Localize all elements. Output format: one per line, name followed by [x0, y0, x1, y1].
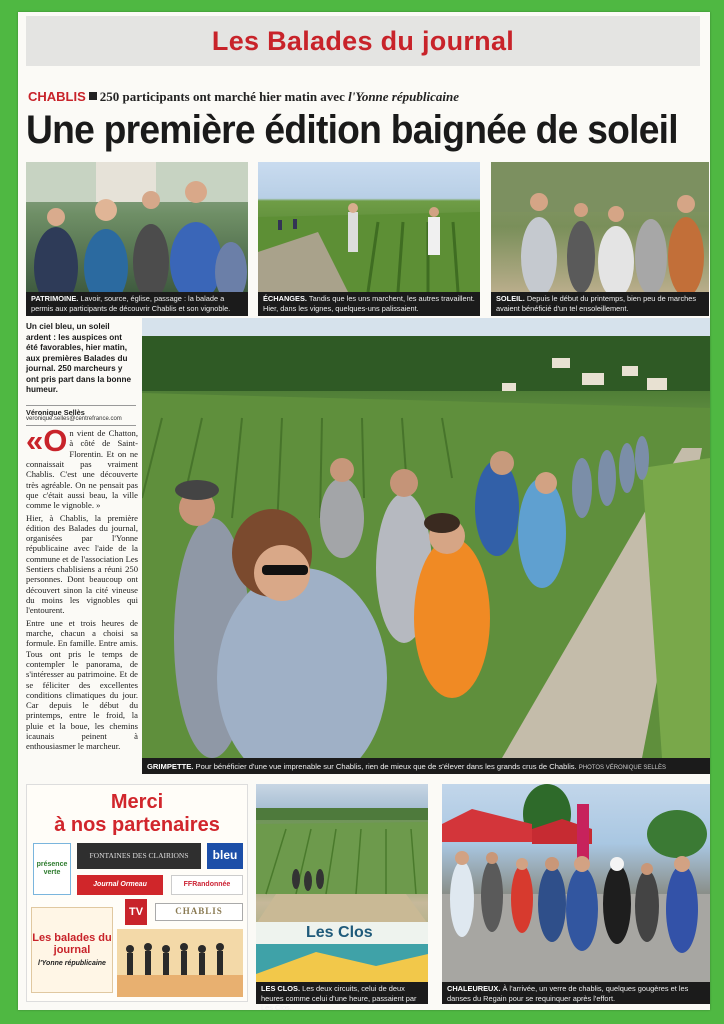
photo-les-clos — [256, 784, 428, 982]
caption-text: Les deux circuits, celui de deux heures comme celui d'une heure, passaient par Les Clos. — [261, 984, 417, 1013]
photo-grimpette-scene — [142, 318, 710, 758]
kicker — [28, 89, 459, 105]
article-paragraph: Hier, à Chablis, la première édition des Balades du journal, organisées par l'Yonne républicaine avec l'aide de la commune et de l'association Les Sentiers chablisiens a réuni 250 personnes. Dont beaucoup ont découvert sinon la cité vineuse du moins les vignobles qui l'entourent. — [26, 512, 138, 616]
partners-title-line1: Merci — [110, 791, 164, 813]
caption-patrimoine — [26, 292, 248, 316]
photo-echanges-scene — [258, 162, 480, 292]
photo-credit: PHOTOS VÉRONIQUE SELLÈS — [578, 765, 667, 771]
article-paragraph: Entre une et trois heures de marche, chacun a choisi sa formule. En famille. Entre amis. Tous ont pris le temps de contempler le panorama, de s'intéresser au patrimoine. Et de se féliciter des excellentes conditions climatiques du jour. Car depuis le début du printemps, entre le froid, la pluie et la boue, les chemins icaunais peinent à enthousiasmer le marcheur. — [26, 617, 138, 752]
photo-patrimoine-scene — [26, 162, 248, 292]
photo-soleil — [491, 162, 709, 292]
caption-label: ÉCHANGES. — [263, 294, 307, 303]
logo-presence-verte: présence verte — [33, 843, 71, 895]
partners-title-line2: à nos partenaires — [54, 814, 220, 836]
logo-ffrandonnee: FFRandonnée — [171, 875, 243, 895]
caption-label: CHALEUREUX. — [447, 984, 501, 993]
caption-grimpette — [142, 758, 710, 774]
logo-tv: TV — [125, 899, 147, 925]
caption-label: GRIMPETTE. — [147, 762, 194, 771]
caption-text: Tandis que les uns marchent, les autres travaillent. Hier, dans les vignes, quelques-uns palissaient. — [263, 294, 475, 313]
photo-grimpette — [142, 318, 710, 758]
walkers-illustration — [117, 929, 243, 997]
logo-balades-du-journal — [31, 907, 113, 993]
photo-patrimoine — [26, 162, 248, 292]
caption-text: Depuis le début du printemps, bien peu de marches avaient bénéficié d'un tel ensoleillement. — [496, 294, 697, 313]
newspaper-page — [18, 12, 710, 1013]
square-bullet-icon — [89, 92, 97, 100]
kicker-publication: l'Yonne républicaine — [348, 89, 459, 104]
logo-chablis: CHABLIS — [155, 903, 243, 921]
kicker-text: 250 participants ont marché hier matin avec — [99, 89, 345, 104]
sign-les-clos: Les Clos — [306, 924, 373, 941]
photo-echanges — [258, 162, 480, 292]
lede: Un ciel bleu, un soleil ardent : les auspices ont été favorables, hier matin, aux premières Balades du journal. 250 marcheurs y ont pris part dans la bonne humeur. — [26, 322, 132, 394]
caption-soleil — [491, 292, 709, 316]
logo-yonne-text: l'Yonne républicaine — [38, 960, 106, 968]
caption-text: À l'arrivée, un verre de chablis, quelques gougères et les danses du Regain pour se requinquer après l'effort. — [447, 984, 689, 1003]
caption-label: LES CLOS. — [261, 984, 301, 993]
photo-les-clos-scene — [256, 784, 428, 982]
caption-text: Lavoir, source, église, passage : la balade a permis aux participants de découvrir Chablis et son vignoble. — [31, 294, 231, 313]
article-body — [26, 423, 138, 754]
article-paragraph: n vient de Chatton, à côté de Saint-Florentin. Et on ne connaissait pas vraiment Chablis. C'est une découverte très agréable. On ne pensait pas que c'était aussi beau, la ville comme le vignoble. » — [26, 428, 138, 511]
photo-chaleureux-scene — [442, 784, 710, 982]
section-title: Les Balades du journal — [211, 25, 515, 56]
partners-title — [27, 791, 247, 837]
caption-chaleureux — [442, 982, 710, 1004]
logo-balades-text: Les balades du journal — [32, 932, 112, 957]
caption-text: Pour bénéficier d'une vue imprenable sur Chablis, rien de mieux que de s'élever dans les grands crus de Chablis. — [195, 762, 577, 771]
logo-fontaines-des-clairions: FONTAINES DES CLAIRIONS — [77, 843, 201, 869]
section-banner — [26, 16, 700, 66]
caption-label: PATRIMOINE. — [31, 294, 79, 303]
partners-box — [26, 784, 248, 1002]
photo-soleil-scene — [491, 162, 709, 292]
byline-author: Véronique Sellès — [26, 405, 136, 417]
photo-chaleureux — [442, 784, 710, 982]
caption-label: SOLEIL. — [496, 294, 525, 303]
caption-echanges — [258, 292, 480, 316]
byline-email: veronique.selles@centrefrance.com — [26, 416, 136, 426]
caption-les-clos — [256, 982, 428, 1013]
headline: Une première édition baignée de soleil — [26, 108, 678, 152]
kicker-location: CHABLIS — [28, 89, 86, 104]
dropcap: «O — [26, 423, 68, 458]
logo-bleu: bleu — [207, 843, 243, 869]
logo-journal: Journal Ormeau — [77, 875, 163, 895]
